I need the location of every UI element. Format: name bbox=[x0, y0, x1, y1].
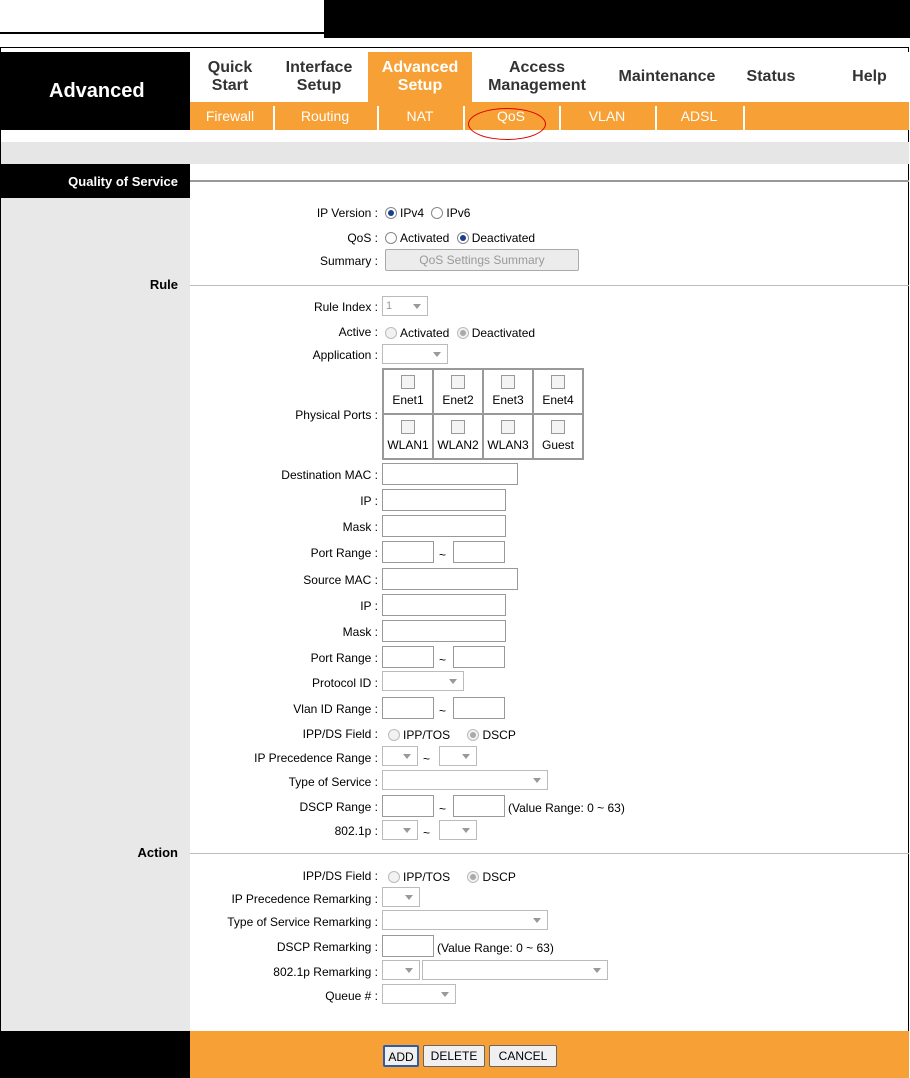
action-ippds-group bbox=[388, 870, 516, 884]
port-guest-label: Guest bbox=[541, 438, 574, 452]
summary-label: Summary : bbox=[319, 254, 378, 268]
port-enet2-checkbox[interactable] bbox=[451, 375, 465, 389]
rule-section-label: Rule bbox=[149, 277, 178, 292]
rule-index-value: 1 bbox=[386, 300, 393, 312]
action-divider bbox=[190, 853, 909, 854]
action-ippds-label: IPP/DS Field : bbox=[302, 869, 378, 883]
rule-ipptos-label: IPP/TOS bbox=[403, 728, 451, 742]
subnav-routing[interactable]: Routing bbox=[300, 108, 350, 124]
port-enet1-label: Enet1 bbox=[392, 393, 424, 407]
port-wlan3-checkbox[interactable] bbox=[501, 420, 515, 434]
delete-button[interactable]: DELETE bbox=[423, 1045, 485, 1067]
subnav-separator bbox=[463, 106, 465, 130]
source-mask-input[interactable] bbox=[382, 620, 506, 642]
qos-activated-label: Activated bbox=[400, 231, 450, 245]
source-port-range-label: Port Range : bbox=[310, 651, 378, 665]
dscp-range-hint: (Value Range: 0 ~ 63) bbox=[508, 801, 625, 815]
type-of-service-select[interactable] bbox=[382, 770, 548, 790]
application-label: Application : bbox=[312, 348, 378, 362]
chevron-down-icon bbox=[533, 918, 541, 923]
dest-mac-input[interactable] bbox=[382, 463, 518, 485]
rule-deactivated-label: Deactivated bbox=[471, 326, 536, 340]
p8021-end-select[interactable] bbox=[439, 820, 477, 840]
port-enet2-label: Enet2 bbox=[442, 393, 474, 407]
range-separator: ~ bbox=[423, 752, 431, 766]
queue-label: Queue # : bbox=[325, 989, 378, 1003]
rule-active-label: Active : bbox=[338, 325, 378, 339]
port-wlan2 bbox=[433, 414, 483, 459]
qos-activated-radio[interactable] bbox=[385, 232, 397, 244]
add-button[interactable]: ADD bbox=[383, 1045, 419, 1067]
subnav-separator bbox=[559, 106, 561, 130]
rule-ippds-group bbox=[388, 728, 516, 742]
rule-activated-label: Activated bbox=[400, 326, 450, 340]
ip-precedence-range-label: IP Precedence Range : bbox=[254, 751, 378, 765]
physical-ports-label: Physical Ports : bbox=[295, 408, 378, 422]
dest-port-range-label: Port Range : bbox=[310, 546, 378, 560]
action-ipptos-label: IPP/TOS bbox=[403, 870, 451, 884]
p8021-remarking-detail-select[interactable] bbox=[422, 960, 608, 980]
sub-nav bbox=[190, 102, 909, 130]
port-wlan1 bbox=[383, 414, 433, 459]
nav-maintenance[interactable]: Maintenance bbox=[618, 68, 716, 85]
port-wlan3 bbox=[483, 414, 533, 459]
dest-mask-label: Mask : bbox=[342, 520, 378, 534]
ip-version-label: IP Version : bbox=[316, 206, 378, 220]
main-nav bbox=[190, 52, 909, 102]
subnav-separator bbox=[377, 106, 379, 130]
dest-ip-label: IP : bbox=[360, 494, 378, 508]
ip-precedence-end-select[interactable] bbox=[439, 746, 477, 766]
range-separator: ~ bbox=[439, 802, 447, 816]
subnav-firewall[interactable]: Firewall bbox=[205, 108, 255, 124]
chevron-down-icon bbox=[462, 828, 470, 833]
ip-version-group bbox=[385, 206, 470, 220]
ip-precedence-start-select[interactable] bbox=[382, 746, 418, 766]
application-select[interactable] bbox=[382, 344, 448, 364]
vlan-id-range-label: Vlan ID Range : bbox=[293, 702, 378, 716]
rule-dscp-radio[interactable] bbox=[467, 729, 479, 741]
chevron-down-icon bbox=[403, 828, 411, 833]
physical-ports-grid bbox=[382, 368, 584, 460]
dest-mask-input[interactable] bbox=[382, 515, 506, 537]
chevron-down-icon bbox=[441, 992, 449, 997]
source-mask-label: Mask : bbox=[342, 625, 378, 639]
tos-remarking-label: Type of Service Remarking : bbox=[227, 915, 378, 929]
protocol-id-label: Protocol ID : bbox=[311, 676, 378, 690]
qos-highlight-circle bbox=[468, 108, 546, 140]
port-enet2 bbox=[433, 369, 483, 414]
port-enet4-checkbox[interactable] bbox=[551, 375, 565, 389]
port-enet4-label: Enet4 bbox=[542, 393, 574, 407]
rule-deactivated-radio[interactable] bbox=[457, 327, 469, 339]
dest-port-start-input[interactable] bbox=[382, 541, 434, 563]
action-dscp-radio[interactable] bbox=[467, 871, 479, 883]
range-separator: ~ bbox=[439, 548, 447, 562]
p8021-start-select[interactable] bbox=[382, 820, 418, 840]
port-wlan2-label: WLAN2 bbox=[437, 438, 479, 452]
port-enet1 bbox=[383, 369, 433, 414]
dscp-remarking-hint: (Value Range: 0 ~ 63) bbox=[437, 941, 554, 955]
footer-left bbox=[1, 1031, 190, 1078]
ipv4-radio[interactable] bbox=[385, 207, 397, 219]
chevron-down-icon bbox=[413, 304, 421, 309]
nav-quick-start[interactable]: Quick Start bbox=[207, 59, 253, 94]
vlan-id-start-input[interactable] bbox=[382, 697, 434, 719]
nav-access-management[interactable]: Access Management bbox=[488, 59, 586, 94]
dest-mac-label: Destination MAC : bbox=[281, 468, 378, 482]
rule-divider bbox=[190, 285, 909, 286]
ipv6-label: IPv6 bbox=[446, 206, 471, 220]
port-guest bbox=[533, 414, 583, 459]
rule-ippds-label: IPP/DS Field : bbox=[302, 727, 378, 741]
source-mac-input[interactable] bbox=[382, 568, 518, 590]
subnav-separator bbox=[273, 106, 275, 130]
rule-index-label: Rule Index : bbox=[313, 300, 378, 314]
ipv6-radio[interactable] bbox=[431, 207, 443, 219]
dest-ip-input[interactable] bbox=[382, 489, 506, 511]
port-guest-checkbox[interactable] bbox=[551, 420, 565, 434]
port-wlan3-label: WLAN3 bbox=[487, 438, 529, 452]
subnav-vlan[interactable]: VLAN bbox=[588, 108, 626, 124]
port-enet1-checkbox[interactable] bbox=[401, 375, 415, 389]
port-wlan1-checkbox[interactable] bbox=[401, 420, 415, 434]
p8021-remarking-select[interactable] bbox=[382, 960, 420, 980]
chevron-down-icon bbox=[593, 968, 601, 973]
subnav-nat[interactable]: NAT bbox=[406, 108, 434, 124]
port-enet3-checkbox[interactable] bbox=[501, 375, 515, 389]
qos-label: QoS : bbox=[347, 231, 378, 245]
chevron-down-icon bbox=[433, 352, 441, 357]
chevron-down-icon bbox=[449, 679, 457, 684]
action-dscp-label: DSCP bbox=[482, 870, 516, 884]
top-banner-left bbox=[0, 0, 324, 34]
range-separator: ~ bbox=[423, 826, 431, 840]
ip-precedence-remarking-label: IP Precedence Remarking : bbox=[231, 892, 378, 906]
page-logo: Advanced bbox=[1, 52, 190, 130]
nav-advanced-setup[interactable]: Advanced Setup bbox=[368, 52, 472, 102]
rule-dscp-label: DSCP bbox=[482, 728, 516, 742]
range-separator: ~ bbox=[439, 653, 447, 667]
dscp-range-start-input[interactable] bbox=[382, 795, 434, 817]
subnav-adsl[interactable]: ADSL bbox=[680, 108, 718, 124]
port-wlan2-checkbox[interactable] bbox=[451, 420, 465, 434]
dscp-remarking-label: DSCP Remarking : bbox=[276, 940, 378, 954]
dscp-range-end-input[interactable] bbox=[453, 795, 505, 817]
port-enet4 bbox=[533, 369, 583, 414]
qos-deactivated-radio[interactable] bbox=[457, 232, 469, 244]
range-separator: ~ bbox=[439, 704, 447, 718]
section-title: Quality of Service bbox=[1, 164, 190, 198]
nav-help[interactable]: Help bbox=[852, 68, 887, 85]
nav-status[interactable]: Status bbox=[746, 68, 796, 85]
rule-ipptos-radio[interactable] bbox=[388, 729, 400, 741]
chevron-down-icon bbox=[533, 778, 541, 783]
protocol-id-select[interactable] bbox=[382, 671, 464, 691]
rule-index-select[interactable] bbox=[382, 296, 428, 316]
source-port-end-input[interactable] bbox=[453, 646, 505, 668]
rule-active-group bbox=[385, 326, 535, 340]
rule-activated-radio[interactable] bbox=[385, 327, 397, 339]
port-enet3 bbox=[483, 369, 533, 414]
ipv4-label: IPv4 bbox=[400, 206, 425, 220]
chevron-down-icon bbox=[403, 754, 411, 759]
spacer-bar bbox=[1, 142, 909, 164]
ip-precedence-remarking-select[interactable] bbox=[382, 887, 420, 907]
subnav-separator bbox=[743, 106, 745, 130]
dscp-range-label: DSCP Range : bbox=[299, 800, 378, 814]
chevron-down-icon bbox=[405, 895, 413, 900]
qos-group bbox=[385, 231, 535, 245]
top-banner-right bbox=[324, 0, 910, 38]
source-port-start-input[interactable] bbox=[382, 646, 434, 668]
qos-deactivated-label: Deactivated bbox=[471, 231, 536, 245]
port-wlan1-label: WLAN1 bbox=[387, 438, 429, 452]
port-enet3-label: Enet3 bbox=[492, 393, 524, 407]
dscp-remarking-input[interactable] bbox=[382, 935, 434, 957]
chevron-down-icon bbox=[462, 754, 470, 759]
action-section-label: Action bbox=[137, 845, 178, 860]
queue-select[interactable] bbox=[382, 984, 456, 1004]
chevron-down-icon bbox=[405, 968, 413, 973]
source-mac-label: Source MAC : bbox=[303, 573, 378, 587]
action-ipptos-radio[interactable] bbox=[388, 871, 400, 883]
subnav-qos[interactable]: QoS bbox=[496, 108, 525, 124]
type-of-service-label: Type of Service : bbox=[288, 775, 378, 789]
source-ip-input[interactable] bbox=[382, 594, 506, 616]
section-divider bbox=[190, 180, 909, 182]
qos-settings-summary-button[interactable]: QoS Settings Summary bbox=[385, 249, 579, 271]
subnav-separator bbox=[655, 106, 657, 130]
p8021-label: 802.1p : bbox=[334, 824, 378, 838]
p8021-remarking-label: 802.1p Remarking : bbox=[273, 965, 378, 979]
source-ip-label: IP : bbox=[360, 599, 378, 613]
tos-remarking-select[interactable] bbox=[382, 910, 548, 930]
nav-interface-setup[interactable]: Interface Setup bbox=[285, 59, 353, 94]
vlan-id-end-input[interactable] bbox=[453, 697, 505, 719]
dest-port-end-input[interactable] bbox=[453, 541, 505, 563]
cancel-button[interactable]: CANCEL bbox=[489, 1045, 557, 1067]
left-label-column bbox=[1, 164, 190, 1032]
